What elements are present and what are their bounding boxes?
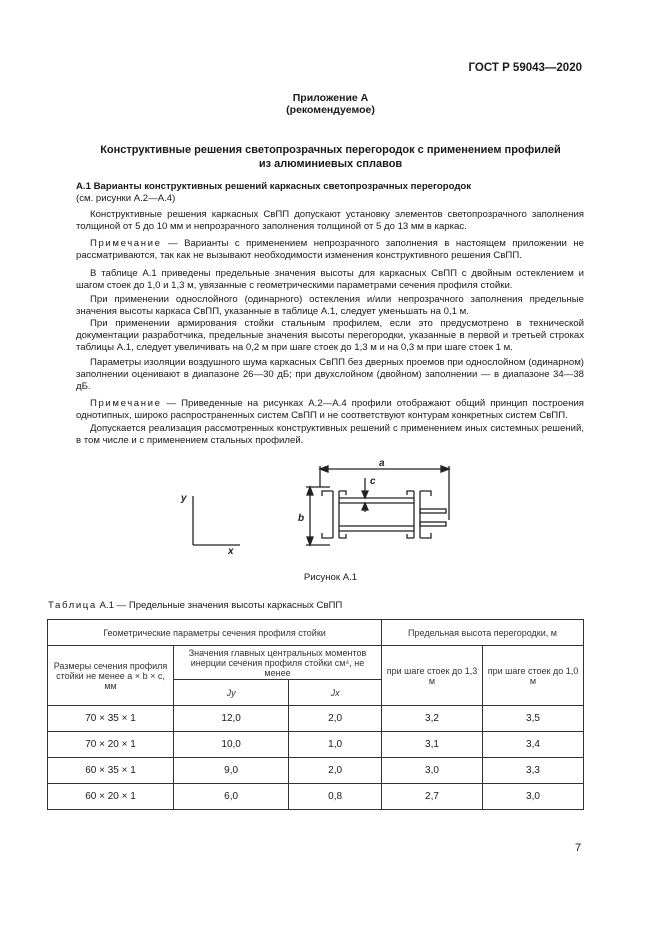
subsection-ref: (см. рисунки А.2—А.4) — [76, 193, 176, 205]
note-2 — [76, 398, 584, 422]
cell-h10: 3,4 — [483, 732, 584, 758]
page-number: 7 — [575, 842, 582, 854]
header-moment: Значения главных центральных моментов инерции сечения профиля стойки см⁴, не менее — [174, 646, 382, 680]
header-height: Предельная высота перегородки, м — [382, 620, 584, 646]
table-row — [48, 784, 584, 810]
header-step-13: при шаге стоек до 1,3 м — [382, 646, 483, 706]
table-caption-label: Таблица — [48, 600, 97, 611]
figure-a1 — [0, 455, 661, 570]
cell-size: 60 × 20 × 1 — [48, 784, 174, 810]
label-y: y — [181, 493, 187, 504]
paragraph-6: Допускается реализация рассмотренных конструктивных решений с применением иных системных решений, в том числе и с применением стальных профилей. — [76, 423, 584, 447]
note-text: — Приведенные на рисунках А.2—А.4 профили отображают общий принцип построения однотипных, широко распространенных систем СвПП и не соответствуют контурам конкретных систем СвПП. — [76, 398, 584, 422]
standard-number: ГОСТ Р 59043—2020 — [468, 62, 582, 74]
paragraph-1: Конструктивные решения каркасных СвПП допускают установку элементов светопрозрачного заполнения толщиной от 5 до 10 мм и непрозрачного заполнения толщиной от 5 до 13 мм в каркас. — [76, 209, 584, 233]
paragraph-3: При применении однослойного (одинарного) остекления и/или непрозрачного заполнения предельные значения высоты каркаса СвПП, указанные в таблице А.1, следует уменьшать на 0,1 м. — [76, 294, 584, 318]
dimension-c — [362, 478, 368, 512]
header-step-10: при шаге стоек до 1,0 м — [483, 646, 584, 706]
cell-h13: 3,2 — [382, 706, 483, 732]
label-b: b — [298, 513, 305, 524]
paragraph-5: Параметры изоляции воздушного шума каркасных СвПП без дверных проемов при однослойном (одинарном) заполнении оценивают в диапазоне 26—30 дБ; при двухслойном (двойном) заполнении — в диапазоне 34—38 дБ. — [76, 357, 584, 393]
cell-h10: 3,5 — [483, 706, 584, 732]
dimension-b — [306, 487, 330, 545]
profile-section — [322, 491, 446, 538]
label-x: x — [228, 546, 234, 557]
subsection-title: А.1 Варианты конструктивных решений каркасных светопрозрачных перегородок — [76, 181, 472, 192]
table-row — [48, 732, 584, 758]
cell-jx: 2,0 — [289, 706, 382, 732]
cell-jx: 2,0 — [289, 758, 382, 784]
paragraph-4: При применении армирования стойки стальным профилем, если это предусмотрено в технической документации разработчика, предельные значения высоты перегородки, указанные в первой и третьей строках таблицы А.1, следует увеличивать на 0,2 м при шаге стоек до 1,3 м и на 0,3 м при шаге стоек 1 м. — [76, 318, 584, 354]
label-a: a — [379, 458, 385, 469]
figure-caption: Рисунок А.1 — [303, 572, 358, 583]
cell-size: 60 × 35 × 1 — [48, 758, 174, 784]
subsection — [76, 181, 584, 205]
cell-h10: 3,0 — [483, 784, 584, 810]
appendix-header — [0, 92, 661, 116]
cell-jx: 0,8 — [289, 784, 382, 810]
table-row — [48, 706, 584, 732]
cell-size: 70 × 20 × 1 — [48, 732, 174, 758]
header-geometry: Геометрические параметры сечения профиля стойки — [48, 620, 382, 646]
note-label: Примечание — [90, 238, 162, 249]
header-size: Размеры сечения профиля стойки не менее a × b × c, мм — [48, 646, 174, 706]
note-1 — [76, 238, 584, 262]
note-text: — Варианты с применением непрозрачного заполнения в настоящем приложении не рассматриваются, так как не вызывают необходимости изменения конструктивного решения СвПП. — [76, 238, 584, 262]
cell-jy: 9,0 — [174, 758, 289, 784]
cell-jy: 10,0 — [174, 732, 289, 758]
table-row — [48, 758, 584, 784]
cell-jy: 12,0 — [174, 706, 289, 732]
header-jy: Jy — [174, 680, 289, 706]
heading-line-1: Конструктивные решения светопрозрачных перегородок с применением профилей — [100, 144, 561, 156]
cell-h10: 3,3 — [483, 758, 584, 784]
cell-jx: 1,0 — [289, 732, 382, 758]
heights-table — [47, 619, 584, 810]
cell-size: 70 × 35 × 1 — [48, 706, 174, 732]
section-heading — [0, 143, 661, 171]
header-jx: Jx — [289, 680, 382, 706]
heading-line-2: из алюминиевых сплавов — [258, 158, 403, 170]
cell-h13: 3,0 — [382, 758, 483, 784]
cell-h13: 2,7 — [382, 784, 483, 810]
paragraph-2: В таблице А.1 приведены предельные значения высоты для каркасных СвПП с двойным остеклением и шагом стоек до 1,0 и 1,3 м, увязанные с геометрическими параметрами сечения профиля стойки. — [76, 268, 584, 292]
table-caption — [48, 600, 342, 611]
table-caption-text: А.1 — Предельные значения высоты каркасных СвПП — [99, 600, 343, 611]
note-label: Примечание — [90, 398, 162, 409]
appendix-note: (рекомендуемое) — [286, 104, 375, 116]
label-c: c — [370, 476, 376, 487]
cell-h13: 3,1 — [382, 732, 483, 758]
cell-jy: 6,0 — [174, 784, 289, 810]
appendix-title: Приложение А — [292, 92, 369, 104]
